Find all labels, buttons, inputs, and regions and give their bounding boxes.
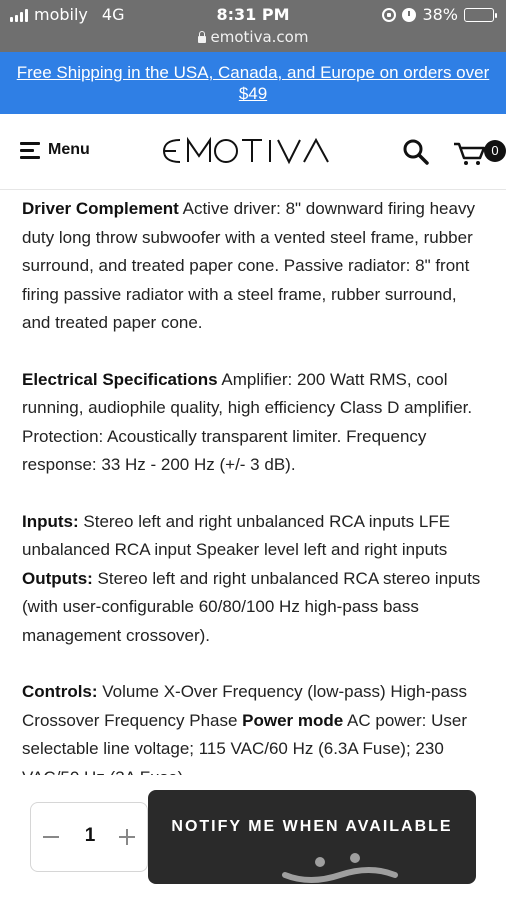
- promo-banner: [0, 52, 506, 114]
- spec-heading: Inputs:: [22, 511, 79, 531]
- spec-text: Active driver: 8" downward firing heavy duty long throw subwoofer with a vented steel frame, rubber surround, and treated paper cone. Passive radiator: 8" front firing passive radiator with a steel frame, rubber surround, and treated paper cone.: [22, 199, 475, 332]
- network-type: 4G: [101, 5, 125, 24]
- spec-text: AC power: User selectable line voltage; 115 VAC/60 Hz (6.3A Fuse); 230: [22, 710, 468, 758]
- spec-heading: Outputs:: [22, 568, 93, 588]
- spec-inputs-outputs: [22, 508, 484, 651]
- spec-text: Stereo left and right unbalanced RCA inputs LFE unbalanced RCA input Speaker level left and right inputs: [22, 511, 451, 559]
- plus-icon[interactable]: [119, 829, 135, 845]
- address-bar[interactable]: [0, 28, 506, 46]
- padlock-icon: [198, 36, 206, 43]
- site-header: [0, 114, 506, 190]
- spec-electrical: [22, 366, 484, 480]
- watermark-logo: [280, 840, 400, 890]
- spec-text: Amplifier: 200 Watt RMS, cool running, audiophile quality, high efficiency Class D amplifier. Protection: Acoustically transparent limiter. Frequency response: 33 Hz - 200 Hz (+/- 3 dB).: [22, 369, 473, 474]
- status-bar: [0, 0, 506, 52]
- notify-me-button[interactable]: NOTIFY ME WHEN AVAILABLE: [148, 790, 476, 884]
- spec-driver-complement: [22, 195, 484, 338]
- status-time: 8:31 PM: [216, 5, 290, 24]
- cart-count-badge: 0: [484, 140, 506, 162]
- product-specs: [0, 190, 506, 775]
- hamburger-icon: [20, 140, 40, 160]
- battery-percent: 38%: [422, 5, 458, 24]
- spec-text: Volume X-Over Frequency (low-pass) High-pass Crossover Frequency Phase: [22, 682, 467, 730]
- promo-link[interactable]: Free Shipping in the USA, Canada, and Europe on orders over $49: [16, 63, 490, 103]
- purchase-bar: [0, 775, 506, 900]
- quantity-value[interactable]: 1: [84, 825, 96, 846]
- menu-button[interactable]: [20, 140, 90, 160]
- battery-icon: [464, 8, 494, 22]
- spec-heading: Driver Complement: [22, 199, 179, 218]
- orientation-lock-icon: [382, 8, 396, 22]
- spec-heading: Controls:: [22, 682, 98, 701]
- status-right: [382, 5, 494, 24]
- menu-label: Menu: [48, 141, 90, 158]
- spec-heading: Power mode: [242, 710, 344, 730]
- spec-heading: Electrical Specifications: [22, 369, 218, 389]
- spec-text: Stereo left and right unbalanced RCA stereo inputs (with user-configurable 60/80/100 Hz high-pass bass management crossover).: [22, 568, 481, 645]
- search-icon[interactable]: [402, 138, 430, 166]
- alarm-icon: [402, 8, 416, 22]
- emotiva-logo[interactable]: [160, 134, 335, 168]
- carrier-name: mobily: [34, 5, 88, 24]
- url-text: emotiva.com: [210, 28, 309, 46]
- quantity-stepper[interactable]: [30, 802, 148, 872]
